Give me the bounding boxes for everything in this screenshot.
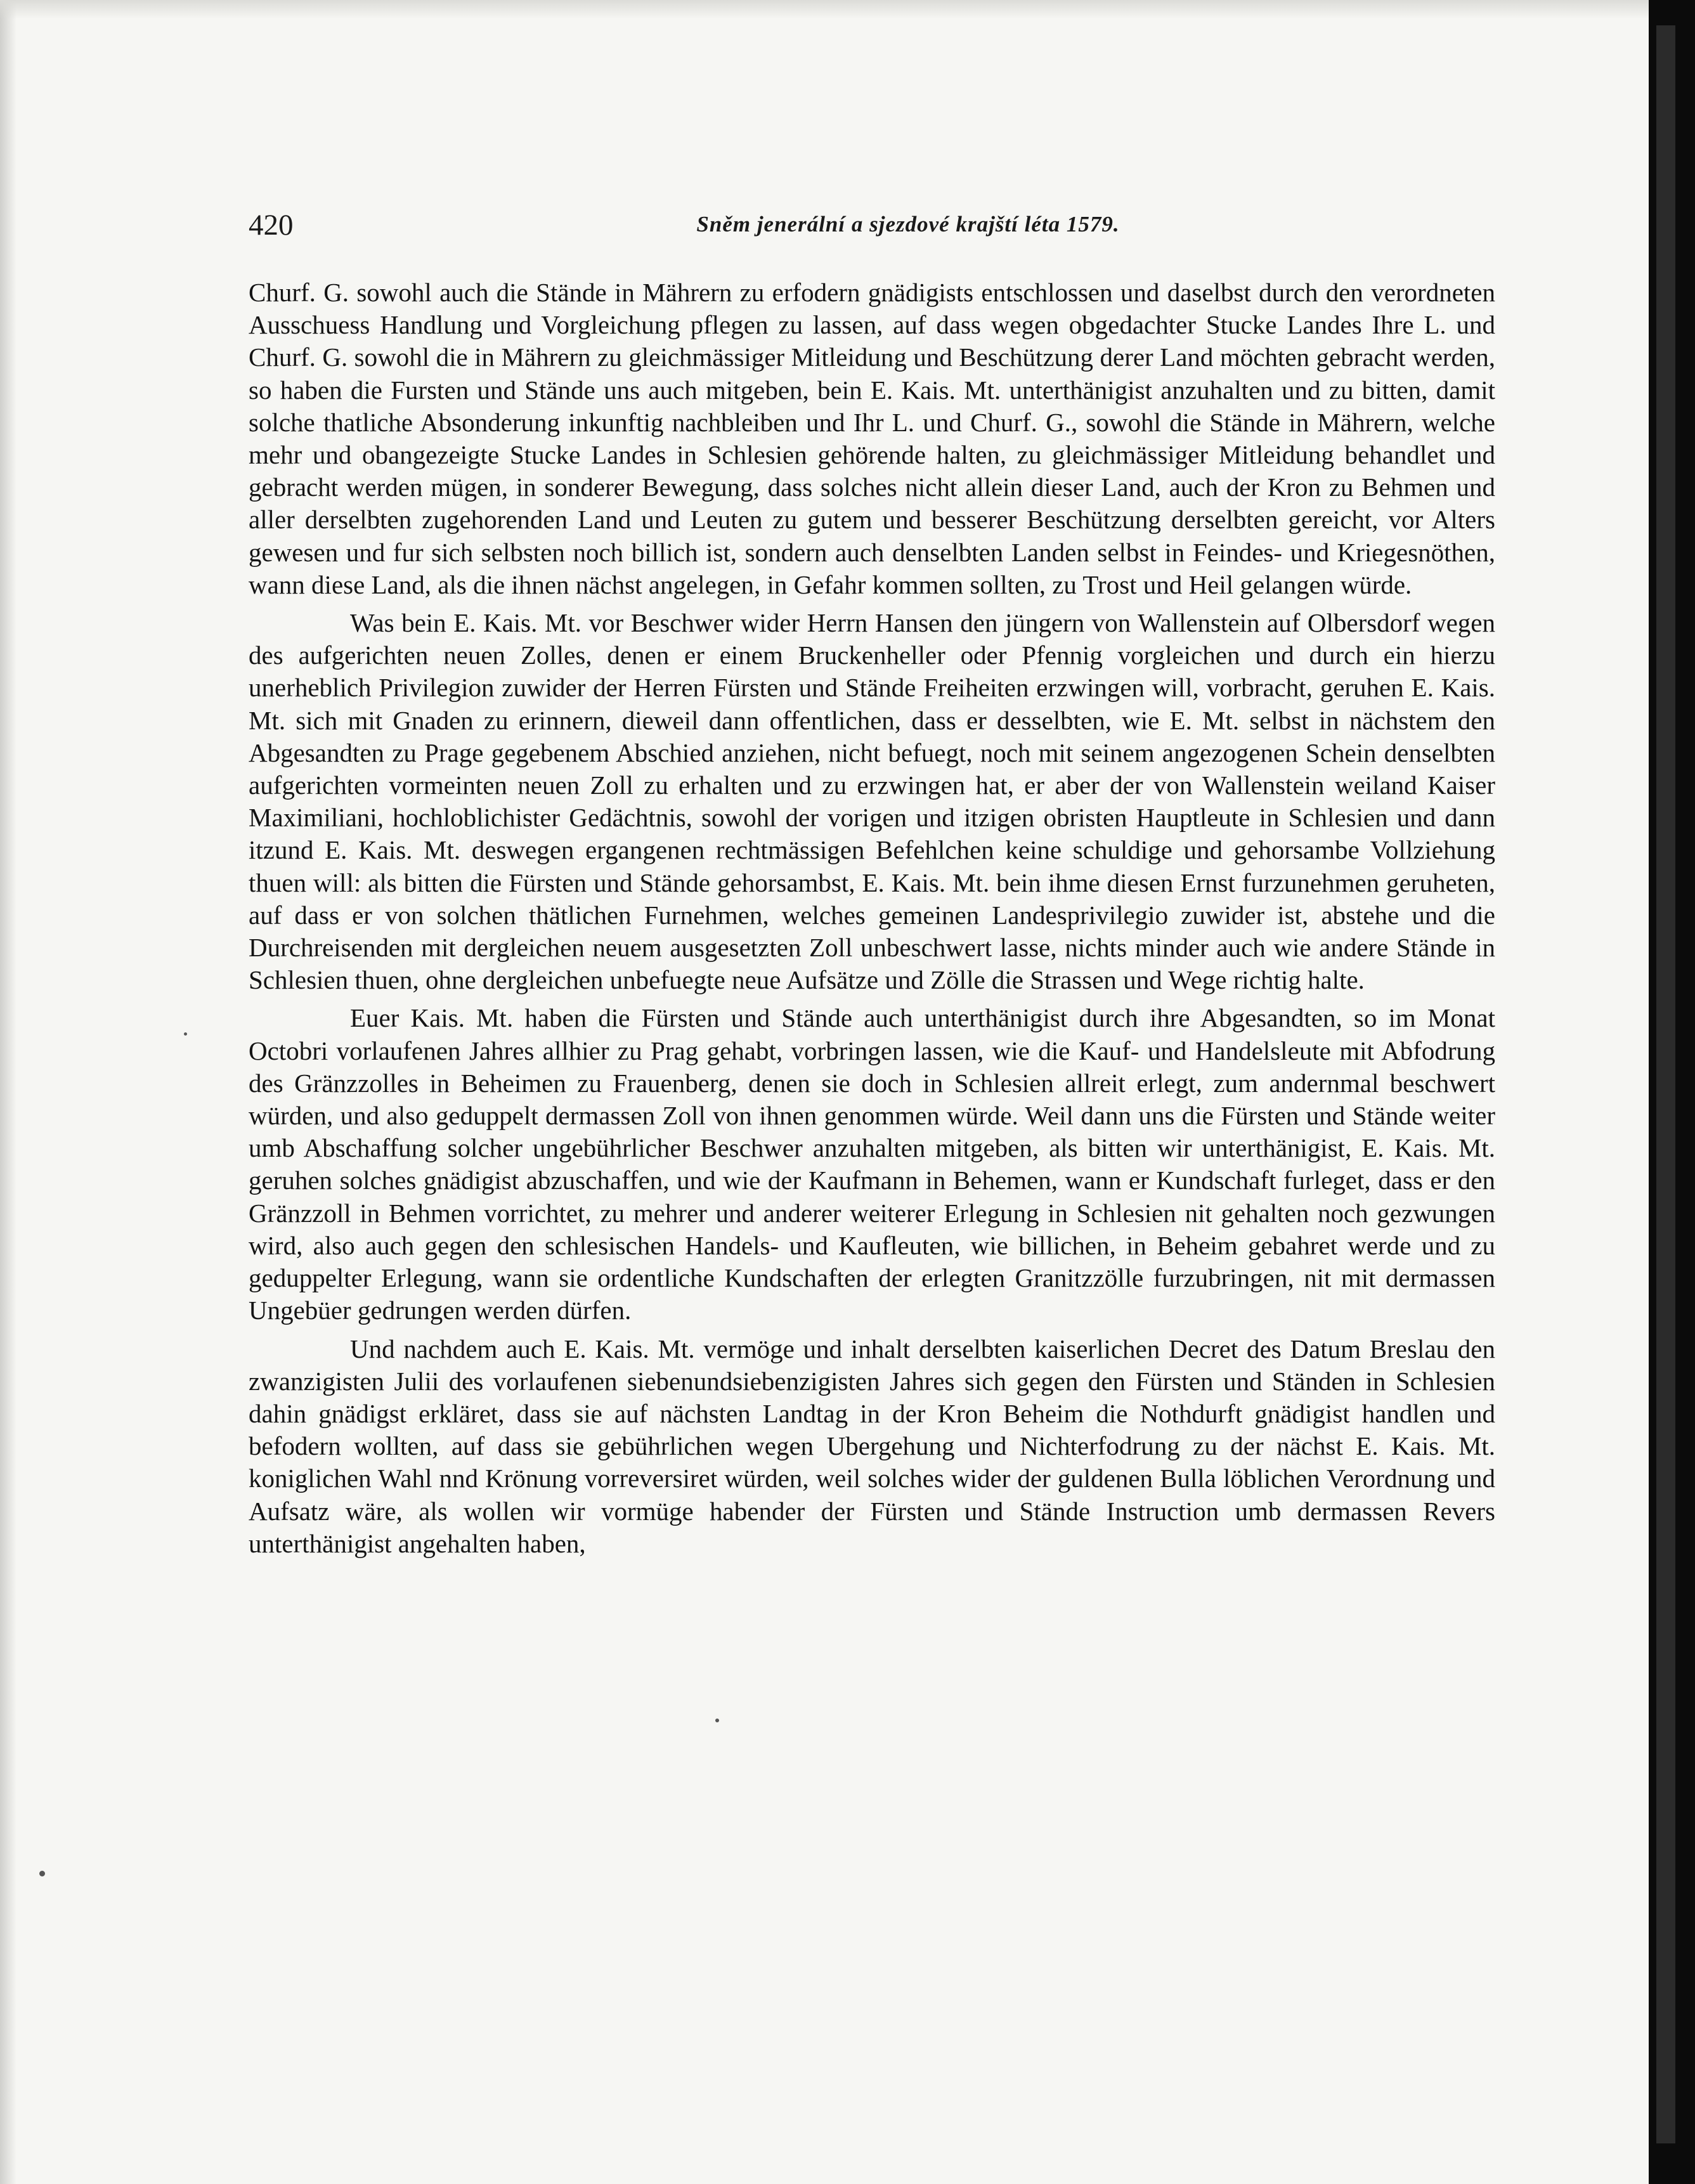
- paragraph-4: Und nachdem auch E. Kais. Mt. vermöge und inhalt derselbten kaiserlichen Decret des Datum Breslau den zwanzigisten Julii des vorlaufenen siebenundsiebenzigisten Jahres sich gegen den Fürsten und Ständen in Schlesien dahin gnädigst erkläret, dass sie auf nächsten Landtag in der Kron Beheim die Nothdurft gnädigist handlen und befodern wollten, auf dass sie gebührlichen wegen Ubergehung und Nichterfodrung zu der nächst E. Kais. Mt. koniglichen Wahl nnd Krönung vorreversiret würden, weil solches wider der guldenen Bulla löblichen Verordnung und Aufsatz wäre, als wollen wir vormüge habender der Fürsten und Stände Instruction umb dermassen Revers unterthänigist angehalten haben,: [249, 1334, 1495, 1558]
- body-text: [249, 276, 1495, 1560]
- paragraph-2: Was bein E. Kais. Mt. vor Beschwer wider Herrn Hansen den jüngern von Wallenstein auf Olbersdorf wegen des aufgerichten neuen Zolles, denen er einem Bruckenheller oder Pfennig vorgleichen und durch ein hierzu unerheblich Privilegion zuwider der Herren Fürsten und Stände Freiheiten erzwingen will, vorbracht, geruhen E. Kais. Mt. sich mit Gnaden zu erinnern, dieweil dann offentlichen, dass er desselbten, wie E. Mt. selbst in nächstem den Abgesandten zu Prage gegebenem Abschied anziehen, nicht befuegt, noch mit seinem angezogenen Schein denselbten aufgerichten vormeinten neuen Zoll zu erhalten und zu erzwingen hat, er aber der von Wallenstein weiland Kaiser Maximiliani, hochloblichister Gedächtnis, sowohl der vorigen und itzigen obristen Hauptleute in Schlesien und dann itzund E. Kais. Mt. deswegen ergangenen rechtmässigen Befehlchen keine schuldige und gehorsambe Vollziehung thuen will: als bitten die Fürsten und Stände gehorsambst, E. Kais. Mt. bein ihme diesen Ernst furzunehmen geruheten, auf dass er von solchen thätlichen Furnehmen, welches gemeinen Landesprivilegio zuwider ist, abstehe und die Durchreisenden mit dergleichen neuem ausgesetzten Zoll unbeschwert lasse, nichts minder auch wie andere Stände in Schlesien thuen, ohne dergleichen unbefuegte neue Aufsätze und Zölle die Strassen und Wege richtig halte.: [249, 608, 1495, 995]
- page-gutter-shadow: [0, 0, 16, 2184]
- paragraph-1: Churf. G. sowohl auch die Stände in Mährern zu erfodern gnädigists entschlossen und daselbst durch den verordneten Ausschuess Handlung und Vorgleichung pflegen zu lassen, auf dass wegen obgedachter Stucke Landes Ihre L. und Churf. G. sowohl die in Mährern zu gleichmässiger Mitleidung und Beschützung derer Land möchten gebracht werden, so haben die Fursten und Stände uns auch mitgeben, bein E. Kais. Mt. unterthänigist anzuhalten und zu bitten, damit solche thatliche Absonderung inkunftig nachbleiben und Ihr L. und Churf. G., sowohl die Stände in Mährern, welche mehr und obangezeigte Stucke Landes in Schlesien gehörende halten, zu gleichmässiger Mitleidung behandlet und gebracht werden mügen, in sonderer Bewegung, dass solches nicht allein dieser Land, auch der Kron zu Behmen und aller derselbten zugehorenden Land und Leuten zu gutem und besserer Beschützung derselbten gereicht, vor Alters gewesen und fur sich selbsten noch billich ist, sondern auch denselbten Landen selbst in Feindes- und Kriegesnöthen, wann diese Land, als die ihnen nächst angelegen, in Gefahr kommen sollten, zu Trost und Heil gelangen würde.: [249, 278, 1495, 599]
- running-title: Sněm jenerální a sjezdové krajští léta 1579.: [696, 212, 1120, 237]
- page-top-shadow: [0, 0, 1649, 19]
- paragraph-3: Euer Kais. Mt. haben die Fürsten und Stände auch unterthänigist durch ihre Abgesandten, so im Monat Octobri vorlaufenen Jahres allhier zu Prag gehabt, vorbringen lassen, wie die Kauf- und Handelsleute mit Abfodrung des Gränzzolles in Beheimen zu Frauenberg, denen sie doch in Schlesien allreit erlegt, zum andernmal beschwert würden, und also geduppelt dermassen Zoll von ihnen genommen würde. Weil dann uns die Fürsten und Stände weiter umb Abschaffung solcher ungebührlicher Beschwer anzuhalten mitgeben, als bitten wir unterthänigist, E. Kais. Mt. geruhen solches gnädigist abzuschaffen, und wie der Kaufmann in Behemen, wann er Kundschaft furleget, dass er den Gränzzoll in Behmen vorrichtet, zu mehrer und anderer weiterer Erlegung in Schlesien nit gehalten noch gezwungen wird, also auch gegen den schlesischen Handels- und Kaufleuten, wie billichen, in Beheim gebahret werde und zu geduppelter Erlegung, wann sie ordentliche Kundschaften der erlegten Granitzzölle furzubringen, nit mit dermassen Ungebüer gedrungen werden dürfen.: [249, 1003, 1495, 1325]
- scan-speck: [39, 1871, 45, 1876]
- page-number: 420: [249, 209, 294, 242]
- page-header: [249, 208, 1428, 252]
- scan-speck: [715, 1719, 719, 1722]
- next-page-edge: [1656, 25, 1675, 2143]
- scan-speck: [184, 1032, 187, 1036]
